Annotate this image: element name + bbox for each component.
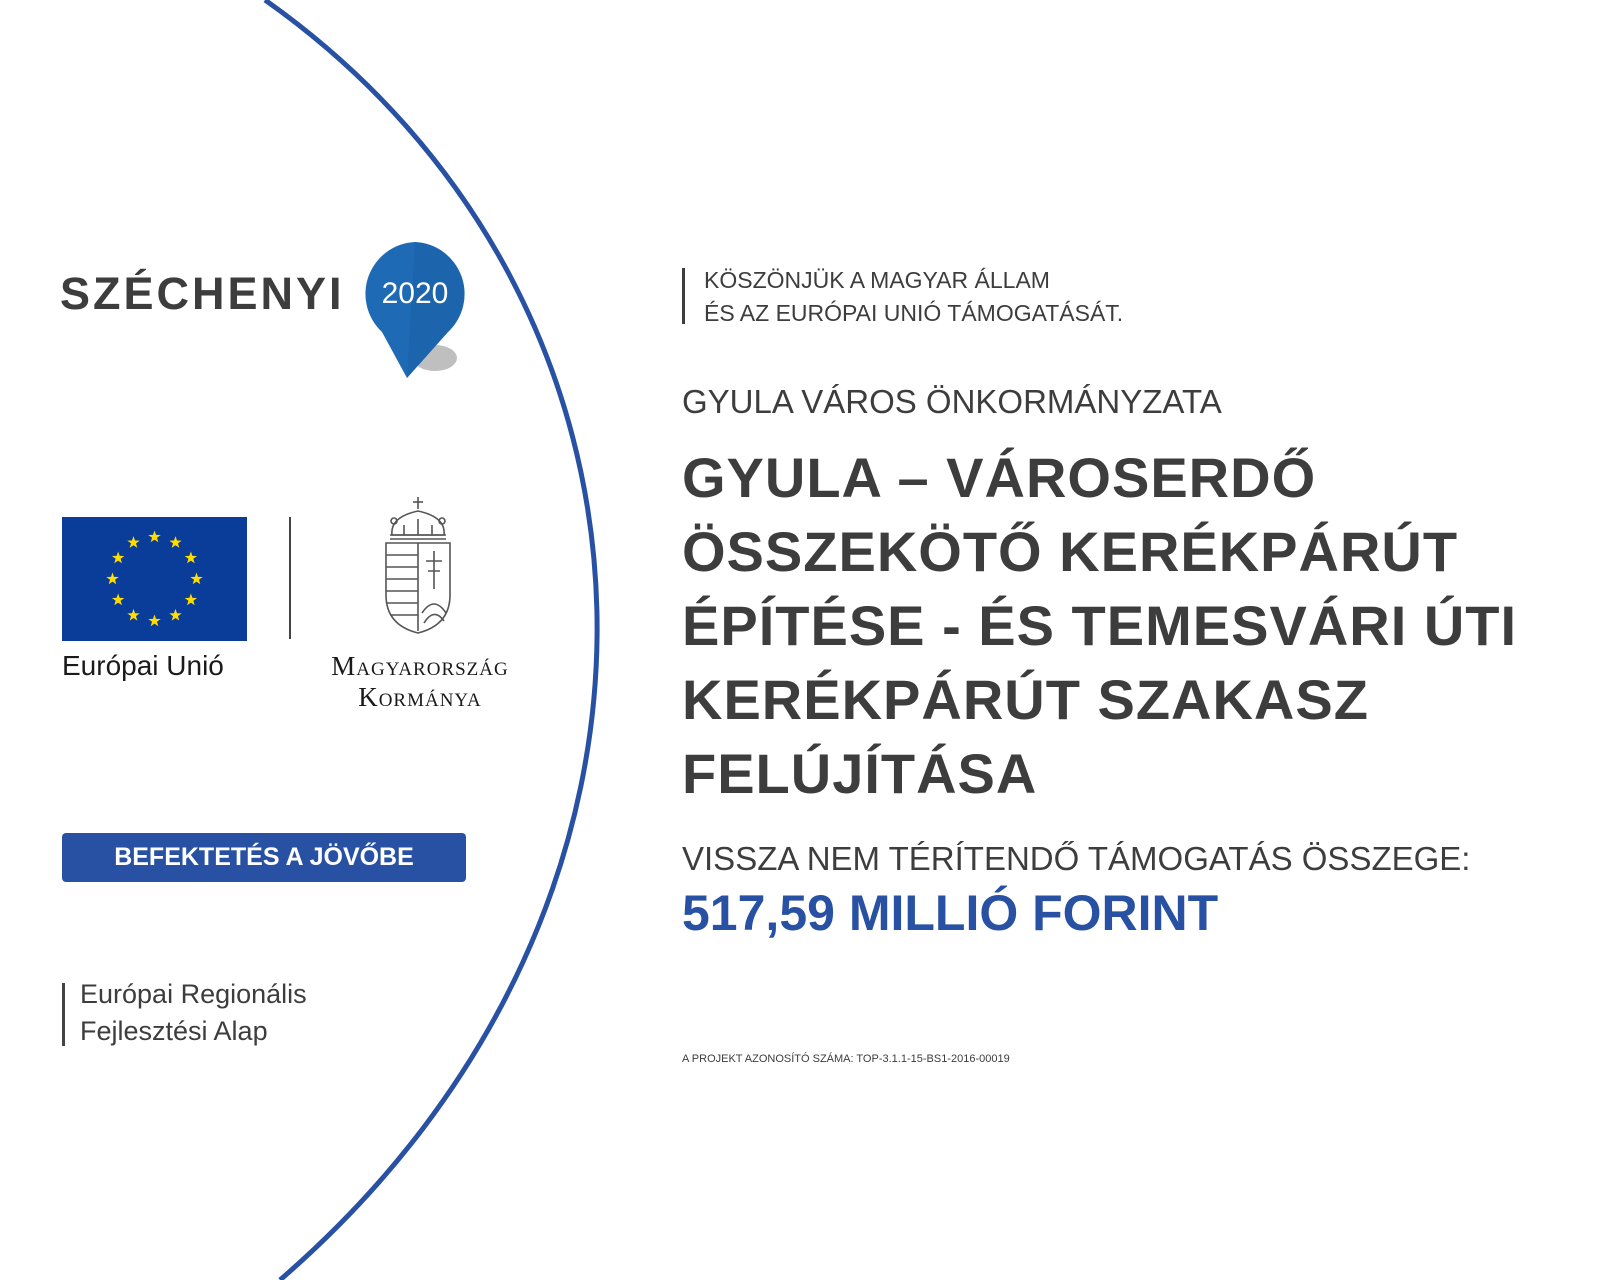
thanks-line1: KÖSZÖNJÜK A MAGYAR ÁLLAM [704,267,1050,293]
project-title-line: FELÚJÍTÁSA [682,742,1038,805]
eu-flag-icon [62,517,247,641]
project-title-line: KERÉKPÁRÚT SZAKASZ [682,668,1369,731]
project-id: A PROJEKT AZONOSÍTÓ SZÁMA: TOP-3.1.1-15-BS1-2016-00019 [682,1053,1010,1065]
amount-label: VISSZA NEM TÉRÍTENDŐ TÁMOGATÁS ÖSSZEGE: [682,840,1471,877]
fund-label-line1: Európai Regionális [80,979,307,1009]
fund-divider [62,983,65,1046]
eu-label: Európai Unió [62,650,224,681]
beneficiary-name: GYULA VÁROS ÖNKORMÁNYZATA [682,383,1222,420]
szechenyi-logo-text: SZÉCHENYI [60,268,345,319]
szechenyi-year: 2020 [381,277,449,310]
thanks-divider [682,268,685,324]
fund-label-line2: Fejlesztési Alap [80,1016,268,1046]
fund-label [80,976,307,1050]
government-label-line2: Kormánya [358,682,482,712]
project-title-line: GYULA – VÁROSERDŐ [682,446,1317,509]
government-label-line1: Magyarország [331,651,509,681]
thanks-text [704,264,1123,330]
project-title-line: ÖSSZEKÖTŐ KERÉKPÁRÚT [682,520,1459,583]
amount-value: 517,59 MILLIÓ FORINT [682,885,1219,941]
thanks-line2: ÉS AZ EURÓPAI UNIÓ TÁMOGATÁSÁT. [704,300,1124,326]
project-title [682,441,1602,811]
logo-divider [289,517,291,639]
government-label [300,651,540,713]
investment-badge: BEFEKTETÉS A JÖVŐBE [62,833,466,882]
coat-of-arms-icon [380,495,456,635]
project-title-line: ÉPÍTÉSE - ÉS TEMESVÁRI ÚTI [682,594,1518,657]
location-pin-icon [360,240,470,380]
